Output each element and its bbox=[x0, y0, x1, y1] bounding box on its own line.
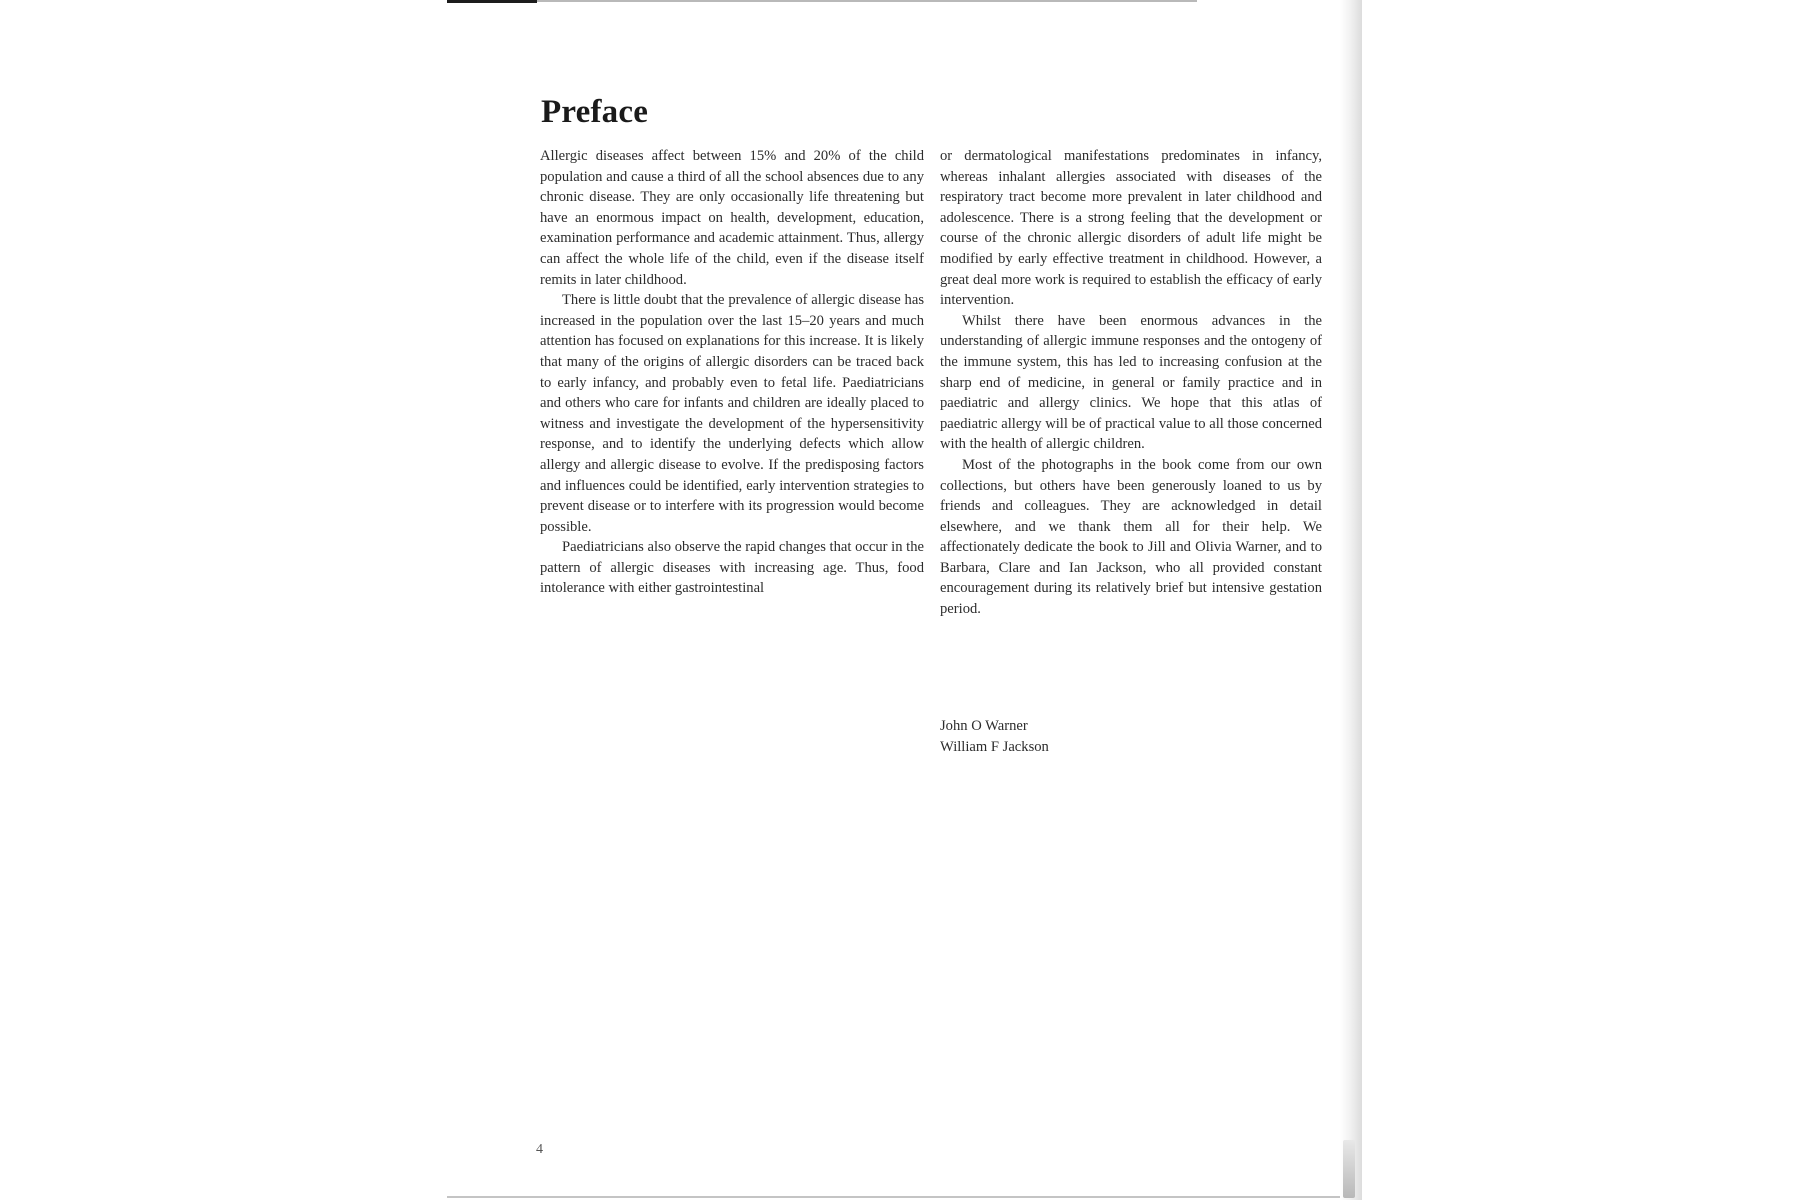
page-edge-shading bbox=[1340, 0, 1362, 1200]
paragraph: Paediatricians also observe the rapid changes that occur in the pattern of allergic diseases with increasing age. Thus, food intolerance with either gastrointestinal bbox=[540, 539, 924, 597]
bottom-rule bbox=[447, 1196, 1362, 1198]
left-column bbox=[540, 146, 924, 599]
paragraph: or dermatological manifestations predominates in infancy, whereas inhalant allergies associated with diseases of the respiratory tract become more prevalent in later childhood and adolescence. There is a strong feeling that the development or course of the chronic allergic disorders of adult life might be modified by early effective treatment in childhood. However, a great deal more work is required to establish the efficacy of early intervention. bbox=[940, 148, 1322, 309]
top-rule-dark bbox=[447, 0, 537, 3]
author-name: John O Warner bbox=[940, 718, 1028, 734]
paragraph: Whilst there have been enormous advances in the understanding of allergic immune responses and the ontogeny of the immune system, this has led to increasing confusion at the sharp end of medicine, in general or family practice and in paediatric and allergy clinics. We hope that this atlas of paediatric allergy will be of practical value to all those concerned with the health of allergic children. bbox=[940, 312, 1322, 453]
paragraph: Allergic diseases affect between 15% and 20% of the child population and cause a third of all the school absences due to any chronic disease. They are only occasionally life threatening but have an enormous impact on health, development, education, examination performance and academic attainment. Thus, allergy can affect the whole life of the child, even if the disease itself remits in later childhood. bbox=[540, 148, 924, 288]
top-rule-light bbox=[537, 0, 1197, 2]
paragraph: There is little doubt that the prevalence of allergic disease has increased in the population over the last 15–20 years and much attention has focused on explanations for this increase. It is likely that many of the origins of allergic disorders can be traced back to early infancy, and probably even to fetal life. Paediatricians and others who care for infants and children are ideally placed to witness and investigate the development of the hypersensitivity response, and to identify the underlying defects which allow allergy and allergic disease to evolve. If the predisposing factors and influences could be identified, early intervention strategies to prevent disease or to interfere with its progression would become possible. bbox=[540, 292, 924, 535]
author-name: William F Jackson bbox=[940, 739, 1049, 755]
right-column bbox=[940, 146, 1322, 620]
page-corner-shadow bbox=[1343, 1140, 1355, 1198]
page-number: 4 bbox=[536, 1142, 543, 1157]
author-signatures bbox=[940, 716, 1049, 758]
paragraph: Most of the photographs in the book come from our own collections, but others have been generously loaned to us by friends and colleagues. They are acknowledged in detail elsewhere, and we thank them all for their help. We affectionately dedicate the book to Jill and Olivia Warner, and to Barbara, Clare and Ian Jackson, who all provided constant encouragement during its relatively brief but intensive gestation period. bbox=[940, 456, 1322, 618]
page-title: Preface bbox=[541, 94, 649, 130]
